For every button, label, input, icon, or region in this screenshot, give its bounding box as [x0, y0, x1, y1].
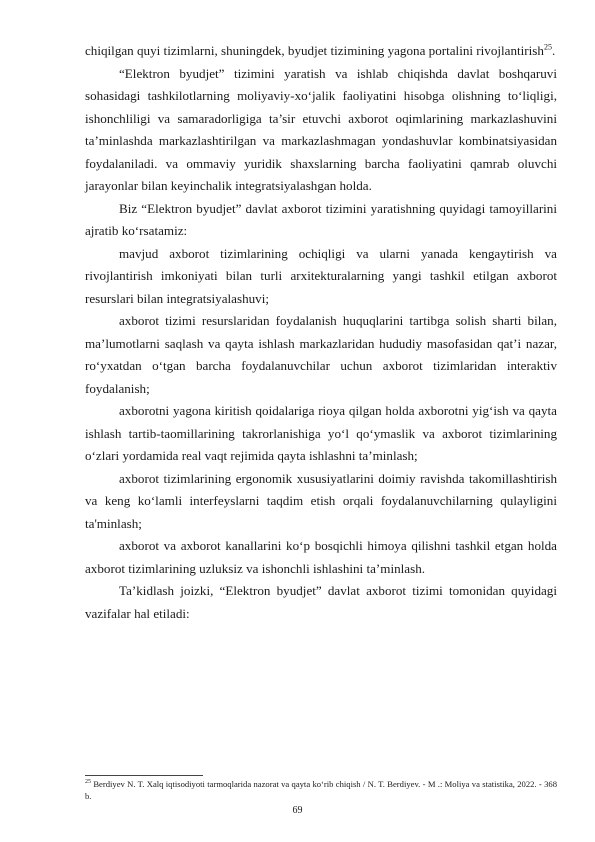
paragraph-1-text: chiqilgan quyi tizimlarni, shuningdek, byudjet tizimining yagona portalini rivojlantirish: [85, 43, 544, 58]
paragraph-7: axborot tizimlarining ergonomik xususiyatlarini doimiy ravishda takomillashtirish va keng ko‘lamli interfeyslarni taqdim etish orqali foydalanuvchilarning qulayligini ta'minlash;: [85, 470, 557, 531]
footnote: [85, 779, 557, 802]
paragraph-6: axborotni yagona kiritish qoidalariga rioya qilgan holda axborotni yig‘ish va qayta ishlash tartib-taomillarining takrorlanishiga yo‘l qo‘ymaslik va axborot tizimlarining o‘zlari yordamida real vaqt rejimida qayta ishlashni ta’minlash;: [85, 403, 557, 463]
paragraph-3: Biz “Elektron byudjet” davlat axborot tizimini yaratishning quyidagi tamoyillarini ajratib ko‘rsatamiz:: [85, 200, 557, 238]
paragraph-2: “Elektron byudjet” tizimini yaratish va ishlab chiqishda davlat boshqaruvi sohasidagi tashkilotlarning moliyaviy-xo‘jalik faoliyatini hisobga olishning to‘liqligi, ishonchliligi va samaradorligiga ta’sir etuvchi axborot oqimlarining markazlashuvini ta’minlashda markazlashtirilgan va markazlashmagan yondashuvlar kombinatsiyasidan foydalaniladi. va ommaviy yuridik shaxslarning barcha faoliyatini qamrab oluvchi jarayonlar bilan keyinchalik integratsiyalashgan holda.: [85, 65, 557, 193]
footnote-text: Berdiyev N. T. Xalq iqtisodiyoti tarmoqlarida nazorat va qayta ko‘rib chiqish / N. T. Berdiyev. - M .: Moliya va statistika, 2022. - 368 b.: [85, 779, 557, 801]
footnote-ref[interactable]: 25: [543, 42, 552, 52]
footnote-divider: [85, 775, 203, 776]
paragraph-9: Ta’kidlash joizki, “Elektron byudjet” davlat axborot tizimi tomonidan quyidagi vazifalar hal etiladi:: [85, 583, 557, 621]
paragraph-1-tail: .: [551, 43, 556, 58]
page-body: [85, 40, 557, 625]
footnote-marker: 25: [85, 779, 91, 786]
paragraph-8: axborot va axborot kanallarini ko‘p bosqichli himoya qilishni tashkil etgan holda axborot tizimlarining uzluksiz va ishonchli ishlashini ta’minlash.: [85, 538, 557, 576]
paragraph-1: [85, 40, 557, 63]
page-number: 69: [292, 805, 303, 816]
paragraph-4: mavjud axborot tizimlarining ochiqligi va ularni yanada kengaytirish va rivojlantirish imkoniyati bilan turli arxitekturalarning yangi tashkil etilgan axborot resurslari bilan integratsiyalashuvi;: [85, 245, 557, 306]
paragraph-5: axborot tizimi resurslaridan foydalanish huquqlarini tartibga solish sharti bilan, ma’lumotlarni saqlash va qayta ishlash markazlaridan hududiy masofasidan qat’i nazar, ro‘yxatdan o‘tgan barcha foydalanuvchilar uchun axborot tizimlaridan interaktiv foydalanish;: [85, 313, 557, 396]
